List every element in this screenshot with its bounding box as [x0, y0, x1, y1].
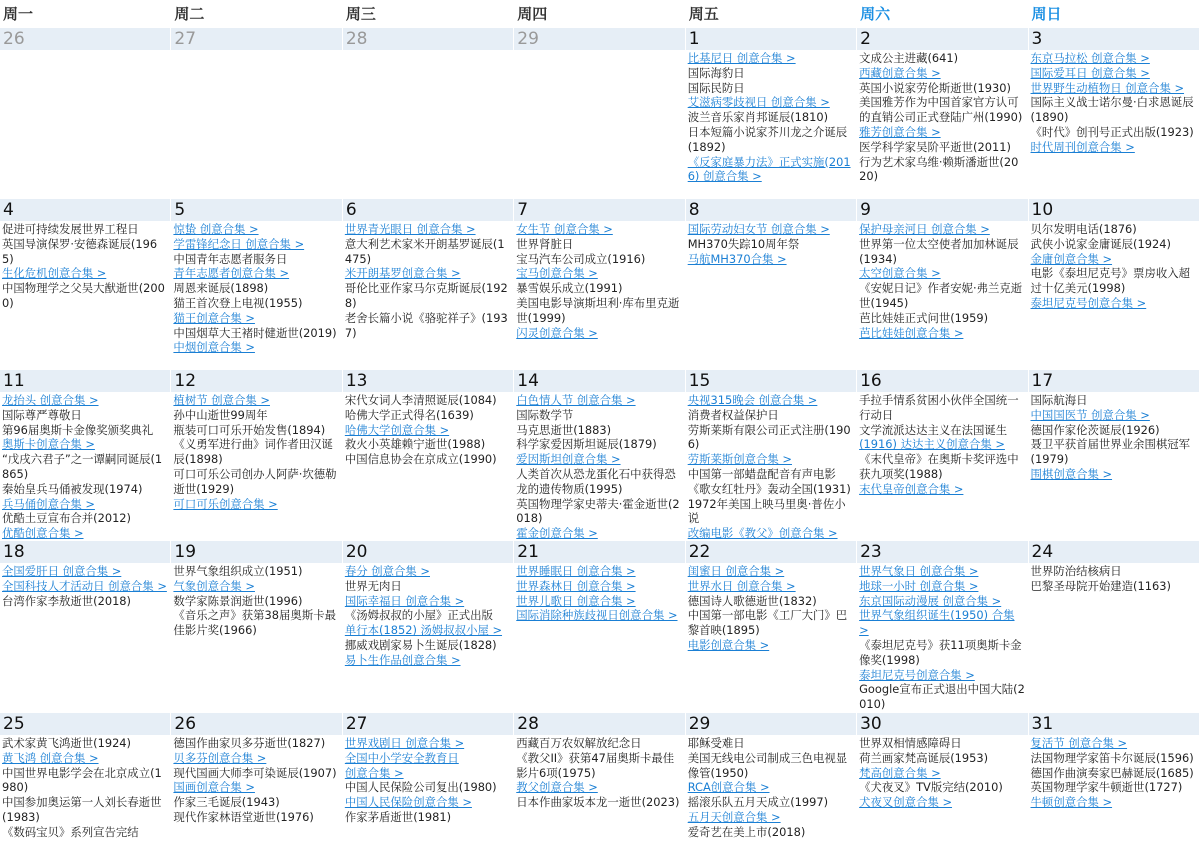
event-text: 《末代皇帝》在奥斯卡奖评选中获九项奖(1988)	[859, 452, 1019, 481]
event-text: 英国导演保罗·安德森诞辰(1965)	[2, 236, 158, 266]
event-list	[1031, 564, 1197, 594]
weekday-label: 周四	[517, 5, 548, 23]
week-row	[0, 541, 1200, 713]
event-collection-link[interactable]: 中烟创意合集 >	[173, 340, 255, 355]
event-collection-link[interactable]: 世界气象日 创意合集 >	[859, 564, 979, 578]
event-text: 爱奇艺在美上市(2018)	[687, 824, 806, 839]
event-text: 世界气象组织成立(1951)	[173, 564, 303, 578]
event-text: 电影《泰坦尼克号》票房收入超过十亿美元(1998)	[1030, 266, 1191, 296]
event-text: 作家茅盾逝世(1981)	[344, 809, 452, 824]
event-collection-link[interactable]: 优酷创意合集 >	[2, 526, 84, 541]
day-number: 25	[0, 713, 170, 735]
event-text: 中国信息协会在京成立(1990)	[344, 452, 497, 467]
event-text: 国际海豹日	[687, 65, 745, 80]
event-text: 世界肾脏日	[516, 236, 574, 251]
day-number: 27	[343, 713, 513, 735]
day-number: 15	[686, 370, 856, 392]
event-text: 世界双相情感障碍日	[859, 736, 962, 750]
event-collection-link[interactable]: 芭比娃娃创意合集 >	[859, 325, 964, 340]
day-cell[interactable]	[1029, 370, 1200, 541]
event-collection-link[interactable]: 梵高创意合集 >	[859, 765, 941, 780]
event-collection-link[interactable]: 世界水日 创意合集 >	[687, 578, 796, 593]
event-collection-link[interactable]: 雅芳创意合集 >	[859, 124, 941, 139]
event-collection-link[interactable]: 金庸创意合集 >	[1030, 251, 1113, 266]
event-text: 1972年美国上映马里奥·普佐小说	[687, 496, 846, 526]
event-collection-link[interactable]: 国际爱耳日 创意合集 >	[1030, 65, 1150, 80]
event-list	[516, 736, 682, 810]
day-number: 5	[171, 199, 341, 221]
day-cell[interactable]	[0, 713, 171, 841]
event-collection-link[interactable]: RCA创意合集 >	[687, 780, 770, 795]
day-cell[interactable]	[171, 199, 342, 370]
event-collection-link[interactable]: 比基尼日 创意合集 >	[687, 51, 796, 65]
event-text: 孙中山逝世99周年	[173, 407, 268, 422]
day-cell[interactable]	[1029, 541, 1200, 713]
day-cell[interactable]	[171, 713, 342, 841]
day-number: 6	[343, 199, 513, 221]
event-text: 德国作家伦茨诞辰(1926)	[1030, 422, 1160, 437]
event-list	[2, 222, 168, 311]
day-cell[interactable]	[857, 28, 1028, 199]
event-collection-link[interactable]: 可口可乐创意合集 >	[173, 496, 278, 511]
event-list	[345, 736, 511, 825]
day-number: 14	[514, 370, 684, 392]
day-number: 23	[857, 541, 1027, 563]
event-text: 荷兰画家梵高诞辰(1953)	[859, 750, 989, 765]
event-collection-link[interactable]: 教父创意合集 >	[516, 780, 598, 795]
event-list	[173, 736, 339, 825]
event-text: 周恩来诞辰(1898)	[173, 281, 269, 296]
event-text: 世界无肉日	[344, 578, 402, 593]
event-list	[516, 564, 682, 623]
day-cell[interactable]	[1029, 28, 1200, 199]
event-text: 国际尊严尊敬日	[2, 407, 82, 422]
event-collection-link[interactable]: 牛顿创意合集 >	[1030, 795, 1113, 810]
weekday-label: 周五	[688, 5, 719, 23]
day-number: 17	[1029, 370, 1199, 392]
event-text: 猫王首次登上电视(1955)	[173, 295, 303, 310]
day-cell[interactable]	[0, 541, 171, 713]
event-collection-link[interactable]: 宝马创意合集 >	[516, 266, 598, 281]
event-list	[1031, 736, 1197, 810]
event-collection-link[interactable]: 世界青光眼日 创意合集 >	[344, 222, 476, 236]
event-text: 《教父II》获第47届奥斯卡最佳影片6项(1975)	[516, 750, 675, 780]
day-number: 27	[171, 28, 341, 50]
event-text: 美国雅芳作为中国首家官方认可的直销公司正式登陆广州(1990)	[859, 95, 1023, 125]
event-text: 《安妮日记》作者安妮·弗兰克逝世(1945)	[859, 281, 1023, 310]
day-cell[interactable]	[171, 28, 342, 199]
day-cell[interactable]	[686, 370, 857, 541]
event-text: “戊戌六君子”之一谭嗣同诞辰(1865)	[2, 452, 163, 481]
day-number: 29	[514, 28, 684, 50]
event-collection-link[interactable]: 五月天创意合集 >	[687, 809, 781, 824]
event-text: 老舍长篇小说《骆驼祥子》(1937)	[344, 310, 508, 340]
event-collection-link[interactable]: 犬夜叉创意合集 >	[859, 795, 953, 810]
event-text: 促进可持续发展世界工程日	[2, 222, 139, 236]
day-cell[interactable]	[171, 370, 342, 541]
event-text: 国际数学节	[516, 407, 574, 422]
event-collection-link[interactable]: 植树节 创意合集 >	[173, 393, 270, 407]
event-text: 国际民防日	[687, 80, 745, 95]
day-cell[interactable]	[171, 541, 342, 713]
event-list	[688, 736, 854, 840]
event-text: 现代国画大师李可染诞辰(1907)	[173, 765, 337, 780]
event-text: 法国物理学家笛卡尔诞辰(1596)	[1030, 750, 1194, 765]
day-number: 24	[1029, 541, 1199, 563]
event-list	[1031, 51, 1197, 155]
event-collection-link[interactable]: 艾滋病零歧视日 创意合集 >	[687, 95, 830, 110]
event-text: 意大利艺术家米开朗基罗诞辰(1475)	[344, 236, 505, 266]
event-collection-link[interactable]: 央视315晚会 创意合集 >	[687, 393, 818, 407]
event-collection-link[interactable]: 国画创意合集 >	[173, 780, 255, 795]
event-text: 《数码宝贝》系列宣告完结	[2, 824, 139, 839]
event-text: 劳斯莱斯有限公司正式注册(1906)	[687, 422, 851, 452]
day-cell[interactable]	[857, 199, 1028, 370]
event-list	[688, 222, 854, 266]
event-text: 英国小说家劳伦斯逝世(1930)	[859, 80, 1011, 95]
event-text: 现代作家林语堂逝世(1976)	[173, 809, 314, 824]
event-collection-link[interactable]: 闪灵创意合集 >	[516, 325, 598, 340]
event-text: 西藏百万农奴解放纪念日	[516, 736, 642, 750]
event-text: 《音乐之声》获第38届奥斯卡最佳影片奖(1966)	[173, 608, 336, 638]
weekday-label: 周六	[860, 5, 891, 23]
calendar-grid	[0, 28, 1200, 841]
event-text: 消费者权益保护日	[687, 407, 779, 422]
event-collection-link[interactable]: 西藏创意合集 >	[859, 65, 941, 80]
day-number: 18	[0, 541, 170, 563]
event-text: 中国参加奥运第一人刘长春逝世(1983)	[2, 795, 162, 824]
day-cell[interactable]	[686, 713, 857, 841]
event-collection-link[interactable]: 贝多芬创意合集 >	[173, 750, 267, 765]
day-cell[interactable]	[343, 28, 514, 199]
event-list	[516, 393, 682, 541]
day-cell[interactable]	[514, 199, 685, 370]
event-list	[688, 564, 854, 653]
event-text: 《时代》创刊号正式出版(1923)	[1030, 124, 1194, 139]
event-collection-link[interactable]: 《反家庭暴力法》正式实施(2016) 创意合集 >	[687, 154, 851, 184]
event-collection-link[interactable]: 世界戏剧日 创意合集 >	[344, 736, 465, 750]
event-text: 马克思逝世(1883)	[516, 422, 612, 437]
event-collection-link[interactable]: 中国人民保险创意合集 >	[344, 795, 472, 810]
event-text: 中国烟草大王褚时健逝世(2019)	[173, 325, 337, 340]
event-list	[2, 564, 168, 608]
day-number: 21	[514, 541, 684, 563]
day-cell[interactable]	[0, 199, 171, 370]
event-text: MH370失踪10周年祭	[687, 236, 800, 251]
day-number: 3	[1029, 28, 1199, 50]
event-collection-link[interactable]: 奥斯卡创意合集 >	[2, 437, 95, 452]
event-text: 日本作曲家坂本龙一逝世(2023)	[516, 795, 680, 810]
event-text: 秦始皇兵马俑被发现(1974)	[2, 481, 143, 496]
event-list	[1031, 222, 1197, 311]
event-text: 中国世界电影学会在北京成立(1980)	[2, 765, 162, 795]
day-cell[interactable]	[514, 541, 685, 713]
event-collection-link[interactable]: 春分 创意合集 >	[344, 564, 430, 578]
event-text: 国际主义战士诺尔曼·白求恩诞辰(1890)	[1030, 95, 1194, 125]
event-list	[516, 222, 682, 340]
event-collection-link[interactable]: 全国爱肝日 创意合集 >	[2, 564, 122, 578]
event-collection-link[interactable]: 太空创意合集 >	[859, 266, 941, 281]
day-cell[interactable]	[857, 713, 1028, 841]
event-text: 巴黎圣母院开始建造(1163)	[1030, 578, 1171, 593]
event-text: Google宣布正式退出中国大陆(2010)	[859, 682, 1025, 712]
event-text: 台湾作家李敖逝世(2018)	[2, 593, 132, 608]
event-collection-link[interactable]: 世界气象组织诞生(1950) 合集 >	[859, 608, 1015, 638]
event-collection-link[interactable]: 爱因斯坦创意合集 >	[516, 452, 621, 467]
event-text: 贝尔发明电话(1876)	[1030, 222, 1137, 236]
event-text: 中国物理学之父吴大猷逝世(2000)	[2, 281, 165, 310]
event-collection-link[interactable]: 闺蜜日 创意合集 >	[687, 564, 785, 578]
event-list	[173, 564, 339, 638]
day-number: 12	[171, 370, 341, 392]
day-number: 26	[171, 713, 341, 735]
week-row	[0, 28, 1200, 199]
event-text: 文学流派达达主义在法国诞生	[859, 422, 1008, 437]
day-cell[interactable]	[1029, 199, 1200, 370]
day-cell[interactable]	[857, 370, 1028, 541]
event-collection-link[interactable]: 泰坦尼克号创意合集 >	[859, 667, 975, 682]
event-collection-link[interactable]: 龙抬头 创意合集 >	[2, 393, 99, 407]
event-list	[2, 736, 168, 840]
day-number: 28	[343, 28, 513, 50]
event-text: 芭比娃娃正式问世(1959)	[859, 310, 989, 325]
event-collection-link[interactable]: 单行本(1852) 汤姆叔叔小屋 >	[344, 623, 503, 638]
weekday-header	[0, 0, 1200, 28]
event-text: 武侠小说家金庸诞辰(1924)	[1030, 236, 1171, 251]
event-text: 数学家陈景润逝世(1996)	[173, 593, 303, 608]
event-collection-link[interactable]: 青年志愿者创意合集 >	[173, 266, 290, 281]
event-collection-link[interactable]: 全国中小学安全教育日	[344, 750, 459, 765]
event-list	[859, 51, 1025, 184]
event-collection-link[interactable]: 创意合集 >	[344, 765, 404, 780]
event-collection-link[interactable]: 女生节 创意合集 >	[516, 222, 613, 236]
day-number: 13	[343, 370, 513, 392]
event-text: 摇滚乐队五月天成立(1997)	[687, 795, 829, 810]
day-cell[interactable]	[343, 541, 514, 713]
event-list	[859, 736, 1025, 810]
day-cell[interactable]	[514, 713, 685, 841]
event-collection-link[interactable]: 学雷锋纪念日 创意合集 >	[173, 236, 305, 251]
week-row	[0, 370, 1200, 541]
event-text: 优酷土豆宣布合并(2012)	[2, 511, 132, 526]
weekday-label: 周二	[174, 5, 205, 23]
event-collection-link[interactable]: 猫王创意合集 >	[173, 310, 255, 325]
event-text: 日本短篇小说家芥川龙之介诞辰(1892)	[687, 124, 848, 154]
day-number: 26	[0, 28, 170, 50]
day-number: 30	[857, 713, 1027, 735]
event-text: 美国电影导演斯坦利·库布里克逝世(1999)	[516, 295, 680, 325]
event-collection-link[interactable]: 马航MH370合集 >	[687, 251, 787, 266]
day-cell[interactable]	[514, 28, 685, 199]
event-collection-link[interactable]: 电影创意合集 >	[687, 637, 770, 652]
event-collection-link[interactable]: 世界儿歌日 创意合集 >	[516, 593, 636, 608]
event-list	[859, 222, 1025, 340]
event-text: 德国作曲家贝多芬逝世(1827)	[173, 736, 326, 750]
event-text: 《泰坦尼克号》获11项奥斯卡金像奖(1998)	[859, 637, 1022, 667]
event-collection-link[interactable]: 泰坦尼克号创意合集 >	[1030, 295, 1147, 310]
event-collection-link[interactable]: 末代皇帝创意合集 >	[859, 481, 964, 496]
event-text: 英国物理学家史蒂夫·霍金逝世(2018)	[516, 496, 680, 526]
event-text: 人类首次从恐龙蛋化石中获得恐龙的遗传物质(1995)	[516, 466, 676, 496]
event-collection-link[interactable]: 世界森林日 创意合集 >	[516, 578, 636, 593]
day-cell[interactable]	[1029, 713, 1200, 841]
event-list	[688, 51, 854, 184]
day-number: 4	[0, 199, 170, 221]
event-list	[345, 393, 511, 467]
event-list	[859, 393, 1025, 497]
day-number: 1	[686, 28, 856, 50]
day-number: 20	[343, 541, 513, 563]
event-collection-link[interactable]: 东京马拉松 创意合集 >	[1030, 51, 1150, 65]
event-collection-link[interactable]: 白色情人节 创意合集 >	[516, 393, 636, 407]
event-text: 耶稣受难日	[687, 736, 745, 750]
event-text: 哥伦比亚作家马尔克斯诞辰(1928)	[344, 281, 508, 310]
event-collection-link[interactable]: 改编电影《教父》创意合集 >	[687, 526, 838, 541]
day-number: 31	[1029, 713, 1199, 735]
day-cell[interactable]	[0, 370, 171, 541]
event-text: 世界第一位太空使者加加林诞辰(1934)	[859, 236, 1019, 266]
event-text: 科学家爱因斯坦诞辰(1879)	[516, 437, 657, 452]
event-text: 医学科学家吴阶平逝世(2011)	[859, 139, 1011, 154]
event-text: 中国第一部电影《工厂大门》巴黎首映(1895)	[687, 608, 848, 638]
event-text: 聂卫平获首届世界业余围棋冠军(1979)	[1030, 437, 1191, 467]
day-cell[interactable]	[857, 541, 1028, 713]
event-collection-link[interactable]: 国际劳动妇女节 创意合集 >	[687, 222, 830, 236]
event-collection-link[interactable]: 世界睡眠日 创意合集 >	[516, 564, 636, 578]
event-text: 美国无线电公司制成三色电视显像管(1950)	[687, 750, 848, 780]
week-row	[0, 713, 1200, 841]
event-collection-link[interactable]: 兵马俑创意合集 >	[2, 496, 95, 511]
day-cell[interactable]	[686, 199, 857, 370]
weekday-label: 周日	[1031, 5, 1062, 23]
event-text: 手拉手情系贫困小伙伴全国统一行动日	[859, 393, 1019, 422]
week-row	[0, 199, 1200, 370]
weekday-label: 周三	[345, 5, 376, 23]
event-text: 救火小英雄赖宁逝世(1988)	[344, 437, 486, 452]
event-text: 暴雪娱乐成立(1991)	[516, 281, 623, 296]
event-text: 可口可乐公司创办人阿萨·坎德勒逝世(1929)	[173, 466, 337, 496]
day-number: 10	[1029, 199, 1199, 221]
event-text: 中国人民保险公司复出(1980)	[344, 780, 497, 795]
event-collection-link[interactable]: 气象创意合集 >	[173, 578, 255, 593]
event-text: 国际航海日	[1030, 393, 1088, 407]
event-collection-link[interactable]: 生化危机创意合集 >	[2, 266, 107, 281]
event-text: 世界防治结核病日	[1030, 564, 1122, 578]
event-collection-link[interactable]: 易卜生作品创意合集 >	[344, 652, 461, 667]
event-text: 英国物理学家牛顿逝世(1727)	[1030, 780, 1183, 795]
event-collection-link[interactable]: 时代周刊创意合集 >	[1030, 139, 1135, 154]
event-list	[2, 393, 168, 541]
event-collection-link[interactable]: 霍金创意合集 >	[516, 526, 598, 541]
event-collection-link[interactable]: 劳斯莱斯创意合集 >	[687, 452, 792, 467]
event-text: 《犬夜叉》TV版完结(2010)	[859, 780, 1003, 795]
event-list	[859, 564, 1025, 713]
event-collection-link[interactable]: (1916) 达达主义创意合集 >	[859, 437, 1005, 452]
event-collection-link[interactable]: 黄飞鸿 创意合集 >	[2, 750, 99, 765]
day-number: 8	[686, 199, 856, 221]
event-text: 武术家黄飞鸿逝世(1924)	[2, 736, 132, 750]
event-text: 宝马汽车公司成立(1916)	[516, 251, 646, 266]
event-list	[1031, 393, 1197, 482]
event-text: 文成公主进藏(641)	[859, 51, 959, 65]
day-cell[interactable]	[0, 28, 171, 199]
day-number: 16	[857, 370, 1027, 392]
day-cell[interactable]	[343, 199, 514, 370]
day-number: 11	[0, 370, 170, 392]
day-number: 7	[514, 199, 684, 221]
day-number: 9	[857, 199, 1027, 221]
event-collection-link[interactable]: 东京国际动漫展 创意合集 >	[859, 593, 1002, 608]
event-list	[345, 222, 511, 340]
event-text: 《汤姆叔叔的小屋》正式出版	[344, 608, 493, 623]
event-list	[688, 393, 854, 541]
event-text: 瓶装可口可乐开始发售(1894)	[173, 422, 326, 437]
event-text: 作家三毛诞辰(1943)	[173, 795, 280, 810]
event-collection-link[interactable]: 国际幸福日 创意合集 >	[344, 593, 465, 608]
event-collection-link[interactable]: 全国科技人才活动日 创意合集 >	[2, 578, 167, 593]
event-collection-link[interactable]: 世界野生动植物日 创意合集 >	[1030, 80, 1185, 95]
event-collection-link[interactable]: 复活节 创意合集 >	[1030, 736, 1128, 750]
event-collection-link[interactable]: 米开朗基罗创意合集 >	[344, 266, 461, 281]
day-number: 28	[514, 713, 684, 735]
event-collection-link[interactable]: 保护母亲河日 创意合集 >	[859, 222, 990, 236]
day-cell[interactable]	[686, 28, 857, 199]
event-list	[173, 222, 339, 355]
event-list	[173, 393, 339, 511]
event-text: 德国诗人歌德逝世(1832)	[687, 593, 817, 608]
day-cell[interactable]	[343, 370, 514, 541]
day-number: 29	[686, 713, 856, 735]
event-text: 哈佛大学正式得名(1639)	[344, 407, 474, 422]
event-text: 宋代女词人李清照诞辰(1084)	[344, 393, 497, 407]
event-text: 行为艺术家乌维·赖斯潘逝世(2020)	[859, 154, 1019, 184]
event-text: 挪威戏剧家易卜生诞辰(1828)	[344, 637, 497, 652]
event-text: 中国青年志愿者服务日	[173, 251, 288, 266]
event-collection-link[interactable]: 围棋创意合集 >	[1030, 466, 1113, 481]
event-collection-link[interactable]: 中国国医节 创意合集 >	[1030, 407, 1150, 422]
event-text: 《义勇军进行曲》词作者田汉诞辰(1898)	[173, 437, 333, 467]
event-collection-link[interactable]: 地球一小时 创意合集 >	[859, 578, 979, 593]
weekday-label: 周一	[3, 5, 34, 23]
event-text: 第96届奥斯卡金像奖颁奖典礼	[2, 422, 154, 437]
day-number: 22	[686, 541, 856, 563]
event-collection-link[interactable]: 惊蛰 创意合集 >	[173, 222, 259, 236]
event-text: 波兰音乐家肖邦诞辰(1810)	[687, 110, 829, 125]
event-collection-link[interactable]: 国际消除种族歧视日创意合集 >	[516, 608, 678, 623]
day-cell[interactable]	[514, 370, 685, 541]
event-text: 德国作曲演奏家巴赫诞辰(1685)	[1030, 765, 1194, 780]
event-collection-link[interactable]: 哈佛大学创意合集 >	[344, 422, 450, 437]
day-cell[interactable]	[686, 541, 857, 713]
event-list	[345, 564, 511, 668]
day-number: 2	[857, 28, 1027, 50]
event-text: 中国第一部蜡盘配音有声电影《歌女红牡丹》轰动全国(1931)	[687, 466, 851, 496]
day-number: 19	[171, 541, 341, 563]
day-cell[interactable]	[343, 713, 514, 841]
